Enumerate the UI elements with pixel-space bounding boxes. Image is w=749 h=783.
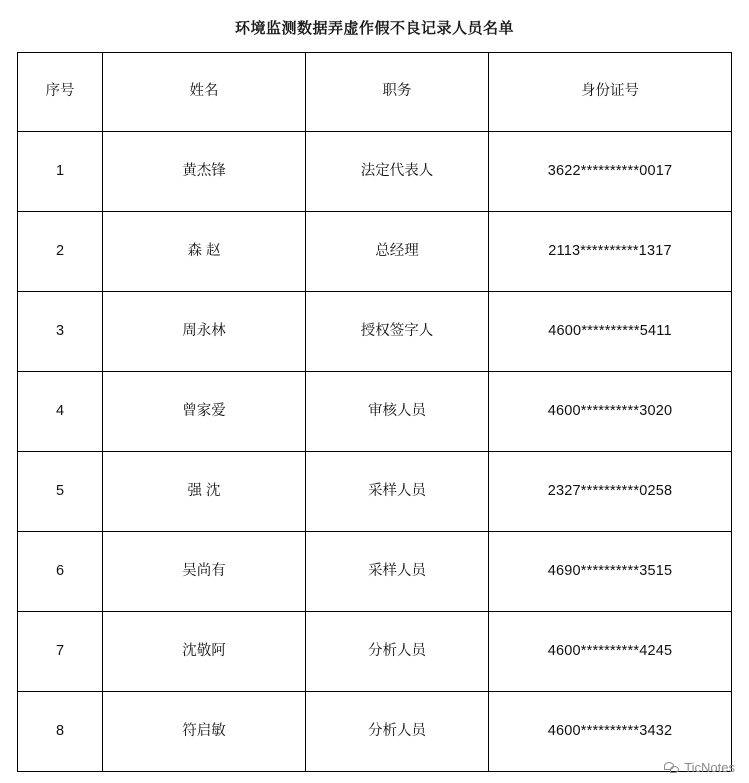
column-header-position-label: 职务 [382,83,412,100]
table-row [18,452,732,532]
cell-id-number [489,212,732,292]
cell-index [18,452,103,532]
row-position-value: 分析人员 [368,722,426,739]
row-index-value: 2 [55,242,65,259]
page-title: 环境监测数据弄虚作假不良记录人员名单 [234,20,514,37]
row-name-value: 黄杰锋 [182,162,226,179]
table-row [18,292,732,372]
column-header-id-number [489,53,732,132]
row-index-value: 7 [55,642,65,659]
row-position-value: 分析人员 [368,642,426,659]
cell-id-number [489,612,732,692]
row-id-number-value: 4600**********3020 [547,402,673,419]
row-position-value: 总经理 [375,242,419,259]
row-index-value: 1 [55,162,65,179]
row-id-number-value: 3622**********0017 [547,162,673,179]
row-position-value: 审核人员 [368,402,426,419]
cell-index [18,692,103,772]
cell-position [306,132,489,212]
row-position-value: 授权签字人 [360,322,434,339]
cell-index [18,612,103,692]
cell-position [306,212,489,292]
cell-name [103,452,306,532]
watermark [664,760,735,775]
row-position-value: 采样人员 [368,482,426,499]
cell-position [306,692,489,772]
row-index-value: 4 [55,402,65,419]
cell-position [306,452,489,532]
column-header-position [306,53,489,132]
row-position-value: 采样人员 [368,562,426,579]
table-row [18,212,732,292]
cell-name [103,292,306,372]
row-id-number-value: 4600**********4245 [547,642,673,659]
cell-id-number [489,372,732,452]
cell-id-number [489,132,732,212]
column-header-name-label: 姓名 [189,83,219,100]
row-id-number-value: 4600**********3432 [547,722,673,739]
row-index-value: 3 [55,322,65,339]
cell-index [18,132,103,212]
row-name-value: 森 赵 [187,242,221,259]
row-name-value: 强 沈 [187,482,221,499]
row-id-number-value: 2113**********1317 [548,242,672,259]
cell-name [103,692,306,772]
table-row [18,532,732,612]
cell-name [103,532,306,612]
row-id-number-value: 4600**********5411 [548,322,672,339]
row-name-value: 沈敬阿 [182,642,226,659]
cell-name [103,132,306,212]
cell-index [18,532,103,612]
table-header-row [18,53,732,132]
cell-position [306,532,489,612]
row-index-value: 5 [55,482,65,499]
cell-position [306,292,489,372]
table-row [18,372,732,452]
row-name-value: 符启敏 [182,722,226,739]
cell-id-number [489,292,732,372]
column-header-index [18,53,103,132]
row-position-value: 法定代表人 [360,162,434,179]
table-row [18,132,732,212]
cell-id-number [489,452,732,532]
cell-name [103,612,306,692]
cell-index [18,292,103,372]
column-header-id-number-label: 身份证号 [581,83,639,100]
row-name-value: 周永林 [182,322,226,339]
cell-name [103,372,306,452]
row-name-value: 曾家爱 [182,402,226,419]
table-row [18,692,732,772]
cell-position [306,612,489,692]
cell-index [18,212,103,292]
cell-position [306,372,489,452]
row-index-value: 6 [55,562,65,579]
column-header-name [103,53,306,132]
row-id-number-value: 4690**********3515 [547,562,673,579]
chat-bubbles-icon [664,761,679,774]
cell-name [103,212,306,292]
cell-index [18,372,103,452]
personnel-table [17,52,732,772]
watermark-label: TicNotes [684,760,735,775]
column-header-index-label: 序号 [45,83,75,100]
cell-id-number [489,532,732,612]
table-row [18,612,732,692]
row-name-value: 吴尚有 [182,562,226,579]
row-id-number-value: 2327**********0258 [547,482,673,499]
row-index-value: 8 [55,722,65,739]
